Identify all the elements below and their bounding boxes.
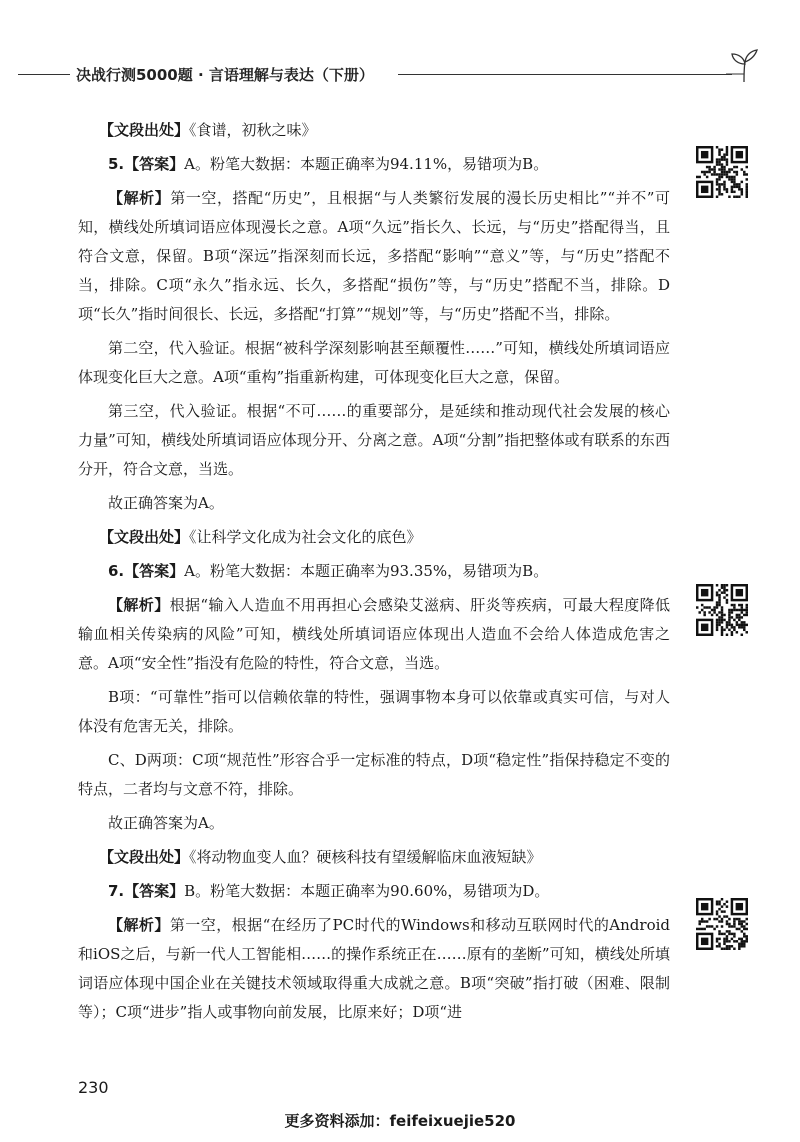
paragraph-text: A。粉笔大数据：本题正确率为94.11%，易错项为B。 bbox=[184, 155, 549, 173]
footer-contact-note: 更多资料添加：feifeixuejie520 bbox=[284, 1112, 516, 1130]
paragraph-text: 《食谱，初秋之味》 bbox=[189, 121, 317, 139]
sprout-icon bbox=[724, 48, 764, 84]
body-paragraph bbox=[78, 557, 670, 586]
paragraph-tag: 【文段出处】 bbox=[99, 528, 190, 546]
paragraph-text: 故正确答案为A。 bbox=[108, 814, 224, 832]
running-header-title: 决战行测5000题 · 言语理解与表达（下册） bbox=[76, 66, 374, 84]
paragraph-text: C、D两项：C项“规范性”形容合乎一定标准的特点，D项“稳定性”指保持稳定不变的特点，二者均与文意不符，排除。 bbox=[78, 751, 670, 798]
body-paragraph bbox=[78, 184, 670, 329]
body-paragraph bbox=[78, 334, 670, 392]
paragraph-text: 第二空，代入验证。根据“被科学深刻影响甚至颠覆性……”可知，横线处所填词语应体现变化巨大之意。A项“重构”指重新构建，可体现变化巨大之意，保留。 bbox=[78, 339, 670, 386]
paragraph-tag: 【文段出处】 bbox=[99, 121, 190, 139]
paragraph-text: 《将动物血变人血？硬核科技有望缓解临床血液短缺》 bbox=[189, 848, 542, 866]
paragraph-tag: 6.【答案】 bbox=[108, 562, 185, 580]
paragraph-tag: 【解析】 bbox=[108, 596, 170, 614]
paragraph-text: 第一空，根据“在经历了PC时代的Windows和移动互联网时代的Android和iOS之后，与新一代人工智能相……的操作系统正在……原有的垄断”可知，横线处所填词语应体现中国企业在关键技术领域取得重大成就之意。B项“突破”指打破（困难、限制等）；C项“进步”指人或事物向前发展，比原来好；D项“进 bbox=[78, 916, 670, 1021]
paragraph-text: 《让科学文化成为社会文化的底色》 bbox=[189, 528, 422, 546]
paragraph-text: 第三空，代入验证。根据“不可……的重要部分，是延续和推动现代社会发展的核心力量”可知，横线处所填词语应体现分开、分离之意。A项“分割”指把整体或有联系的东西分开，符合文意，当选。 bbox=[78, 402, 670, 478]
body-paragraph bbox=[78, 746, 670, 804]
body-paragraph bbox=[78, 911, 670, 1027]
page-number: 230 bbox=[78, 1078, 109, 1097]
paragraph-tag: 【解析】 bbox=[108, 189, 171, 207]
paragraph-text: 第一空，搭配“历史”，且根据“与人类繁衍发展的漫长历史相比”“并不”可知，横线处所填词语应体现漫长之意。A项“久远”指长久、长远，与“历史”搭配得当，且符合文意，保留。B项“深远”指深刻而长远，多搭配“影响”“意义”等，与“历史”搭配不当，排除。C项“永久”指永远、长久，多搭配“损伤”等，与“历史”搭配不当，排除。D项“长久”指时间很长、长远，多搭配“打算”“规划”等，与“历史”搭配不当，排除。 bbox=[78, 189, 670, 323]
qr-code-icon[interactable] bbox=[696, 584, 748, 636]
qr-code-icon[interactable] bbox=[696, 898, 748, 950]
paragraph-tag: 5.【答案】 bbox=[108, 155, 185, 173]
body-paragraph bbox=[78, 397, 670, 484]
header-rule-right bbox=[398, 74, 732, 75]
body-paragraph bbox=[78, 116, 670, 145]
body-paragraph bbox=[78, 809, 670, 838]
header-rule-left bbox=[18, 74, 70, 75]
paragraph-text: B项：“可靠性”指可以信赖依靠的特性，强调事物本身可以依靠或真实可信，与对人体没有危害无关，排除。 bbox=[78, 688, 670, 735]
paragraph-text: A。粉笔大数据：本题正确率为93.35%，易错项为B。 bbox=[184, 562, 549, 580]
body-paragraph bbox=[78, 877, 670, 906]
body-paragraph bbox=[78, 683, 670, 741]
body-paragraph bbox=[78, 843, 670, 872]
qr-code-icon[interactable] bbox=[696, 146, 748, 198]
paragraph-text: B。粉笔大数据：本题正确率为90.60%，易错项为D。 bbox=[184, 882, 550, 900]
body-paragraph bbox=[78, 523, 670, 552]
paragraph-tag: 【文段出处】 bbox=[99, 848, 190, 866]
main-content bbox=[78, 116, 670, 1032]
paragraph-text: 故正确答案为A。 bbox=[108, 494, 224, 512]
body-paragraph bbox=[78, 150, 670, 179]
paragraph-tag: 7.【答案】 bbox=[108, 882, 185, 900]
body-paragraph bbox=[78, 489, 670, 518]
paragraph-tag: 【解析】 bbox=[108, 916, 170, 934]
paragraph-text: 根据“输入人造血不用再担心会感染艾滋病、肝炎等疾病，可最大程度降低输血相关传染病的风险”可知，横线处所填词语应体现出人造血不会给人体造成危害之意。A项“安全性”指没有危险的特性，符合文意，当选。 bbox=[78, 596, 670, 672]
body-paragraph bbox=[78, 591, 670, 678]
